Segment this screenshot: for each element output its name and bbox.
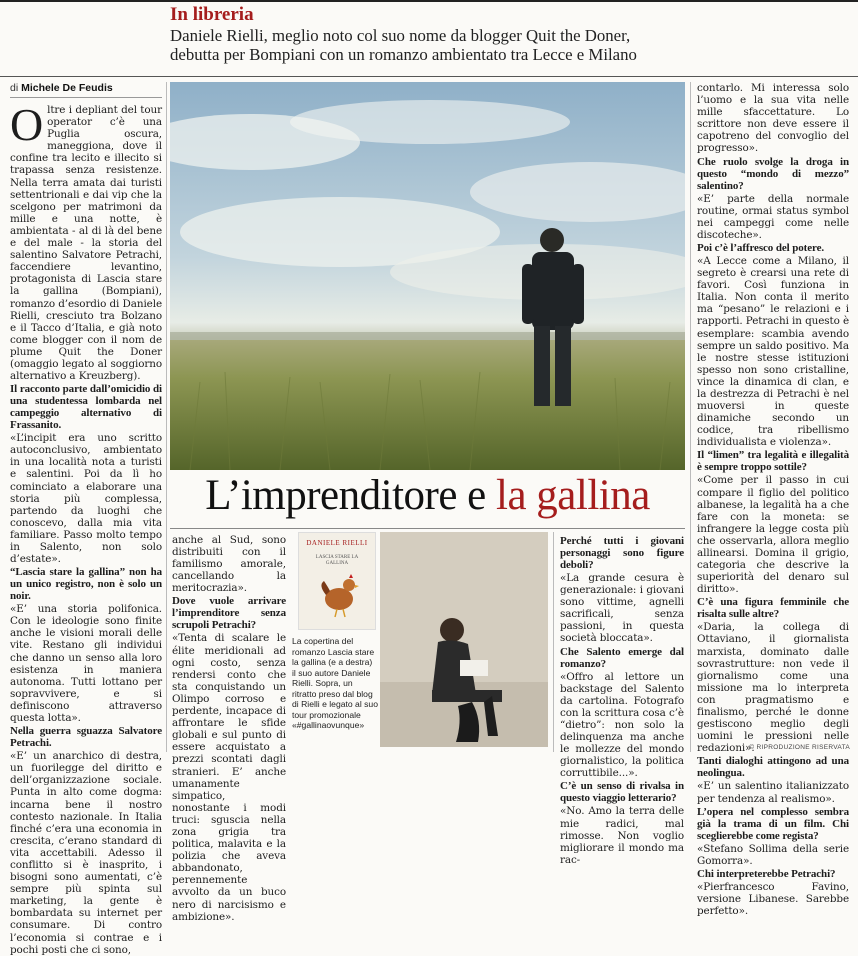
column-divider — [553, 532, 554, 752]
question: Che Salento emerge dal romanzo? — [560, 645, 684, 670]
answer: «Daria, la collega di Ottaviano, il giornalista marxista, dominato dalle sovrastrutture: non vede il giornalismo come una missione ma lo interpreta con pragmatismo e finalismo, perché le donne gestiscono meglio degli uomini le pressioni nelle redazioni». — [697, 621, 849, 755]
question: “Lascia stare la gallina” non ha un unico registro, non è solo un noir. — [10, 566, 162, 603]
column-2 — [172, 534, 286, 923]
byline — [10, 82, 113, 94]
column-divider — [166, 82, 167, 752]
answer: «No. Amo la terra delle mie radici, mal rimosse. Non voglio migliorare il mondo ma rac- — [560, 805, 684, 866]
question: L’opera nel complesso sembra già la trama di un film. Chi sceglierebbe come regista? — [697, 805, 849, 842]
question: Il racconto parte dall’omicidio di una studentessa lombarda nel campeggio alternativo di Frassanito. — [10, 383, 162, 432]
headline-rule — [170, 528, 685, 529]
photo-caption: La copertina del romanzo Lascia stare la gallina (e a destra) il suo autore Daniele Rielli. Sopra, un ritratto preso dal blog di Rielli e legato al suo tour promozionale «#gallinaovunque» — [292, 636, 378, 730]
subtitle: Daniele Rielli, meglio noto col suo nome da blogger Quit the Doner, debutta per Bompiani con un romanzo ambientato tra Lecce e Milano — [170, 26, 637, 64]
book-author: DANIELE RIELLI — [306, 539, 368, 547]
question: C’è una figura femminile che risalta sulle altre? — [697, 596, 849, 621]
answer: «Offro al lettore un backstage del Salento da cartolina. Fotografo con la scrittura cosa c’è “dietro”: non solo la delinquenza ma anche le mollezze del mondo giornalistico, la politica corruttibile...». — [560, 670, 684, 780]
question: Perché tutti i giovani personaggi sono figure deboli? — [560, 535, 684, 571]
drop-cap: O — [10, 99, 44, 150]
question: Poi c’è l’affresco del potere. — [697, 241, 825, 254]
answer: «E’ una storia polifonica. Con le ideologie sono finite anche le visioni morali delle vite. Restano gli individui che danno un senso alla loro esistenza in maniera autonoma. Tutti lottano per sopravvivere, e si definiscono attraverso questa lotta». — [10, 603, 162, 725]
landscape-illustration — [170, 82, 685, 470]
answer: «La grande cesura è generazionale: i giovani sono vittime, agnelli sacrificali, senza passioni, in questa società bloccata». — [560, 572, 684, 645]
question: Nella guerra sguazza Salvatore Petrachi. — [10, 725, 162, 750]
answer: «E’ un anarchico di destra, un fuorilegge del diritto e dell’organizzazione sociale. Punta in alto come dogma: incarna bene il nostro contesto nazionale. In Italia finché c’era una economia in crescita, c’erano standard di vita accettabili. Adesso il conflitto si è inasprito, i bisogni sono aumentati, c’è sempre più spinta sul marketing, la gente è bombardata su internet per consumare. Di contro l’economia si contrae e i pochi posti che ci sono, — [10, 750, 162, 956]
column-divider — [690, 82, 691, 752]
book-cover — [298, 532, 376, 630]
column-3 — [560, 534, 684, 866]
question: Che ruolo svolge la droga in questo “mondo di mezzo” salentino? — [697, 155, 849, 192]
answer: «Stefano Sollima della serie Gomorra». — [697, 842, 849, 867]
author-portrait — [380, 532, 548, 747]
answer: «Tenta di scalare le élite meridionali ad ogni costo, senza rendersi conto che sta conquistando un Olimpo corroso e perdente, incapace di affrontare le sfide globali e sul punto di essere acquistato a prezzi scontati dagli stranieri. E’ anche umanamente simpatico, nonostante i modi truci: sguscia nella zona grigia tra politica, malavita e la polizia che aveva abbandonato, perennemente avvolto da un buco nero di narcisismo e ambizione». — [172, 632, 286, 923]
headline-part-2: la gallina — [496, 472, 650, 519]
landscape-photo — [170, 82, 685, 470]
byline-rule — [10, 97, 162, 98]
portrait-illustration — [380, 532, 548, 747]
header-rule — [0, 76, 858, 77]
question: Tanti dialoghi attingono ad una neolingua. — [697, 755, 849, 780]
answer: contarlo. Mi interessa solo l’uomo e la sua vita nelle mille sfaccettature. Lo scrittore non deve essere il capotreno del convoglio del progresso». — [697, 82, 849, 155]
book-title: LASCIA STARE LA GALLINA — [315, 555, 359, 566]
copyright-notice: © RIPRODUZIONE RISERVATA — [749, 744, 850, 751]
answer: «L’incipit era uno scritto autoconclusivo, ambientato in una località nota a turisti e salentini. Poi da lì ho cominciato a elaborare una storia più complessa, partendo da luoghi che conoscevo, dalla mia vita familiare. Passo molto tempo in Salento, non solo d’estate». — [10, 432, 162, 566]
byline-prefix: di — [10, 82, 19, 94]
question: Dove vuole arrivare l’imprenditore senza scrupoli Petrachi? — [172, 595, 286, 632]
book-cover-area — [290, 532, 380, 747]
answer: «E’ un salentino italianizzato per tendenza al realismo». — [697, 780, 849, 805]
question: Il “limen” tra legalità e illegalità è sempre troppo sottile? — [697, 449, 849, 474]
hen-icon — [299, 533, 375, 629]
top-rule — [0, 0, 858, 2]
answer: «A Lecce come a Milano, il segreto è crearsi una rete di favori. Così funziona in Italia. Non conta il merito ma “pesano” le relazioni e i rapporti. Petrachi in questo è esemplare: scambia avendo sempre un saldo positivo. Ma le nostre stesse istituzioni spesso non sono cristalline, vince la dinamica di clan, e la destrezza di Petrachi è nel muoversi in queste dinamiche secondo un codice, tra ribellismo individualista e violenza». — [697, 254, 849, 449]
column-1 — [10, 99, 162, 956]
answer: «Pierfrancesco Favino, versione Libanese. Sarebbe perfetto». — [697, 880, 849, 917]
intro-paragraph: Oltre i depliant del tour operator c’è una Puglia oscura, maneggiona, dove il confine tra lecito e illecito si trapassa senza resistenze. Nella terra amata dai turisti settentrionali e dai vip che la scelgono per matrimoni da mille e una notte, è ambientata - al di là del bene e del male - la storia del salentino Salvatore Petrachi, faccendiere levantino, protagonista di Lascia stare la gallina (Bompiani), romanzo d’esordio di Daniele Rielli, cresciuto tra Bolzano e il Tacco d’Italia, e già noto come blogger con il nom de plume Quit the Doner (omaggio legato al soggiorno alternativo a Kreuzberg). — [10, 99, 162, 383]
answer: «E’ parte della normale routine, ormai status symbol nei campeggi come nelle discoteche». — [697, 192, 849, 241]
answer: «Come per il passo in cui compare il figlio del politico albanese, la legalità ha a che fare con la moneta: se infrangere la legge costa più che osservarla, allora meglio allinearsi. Domina il grigio, categoria che descrive la superiorità del denaro sul diritto». — [697, 474, 849, 596]
kicker: In libreria — [170, 4, 254, 25]
question: Chi interpreterebbe Petrachi? — [697, 867, 836, 880]
answer: anche al Sud, sono distribuiti con il familismo amorale, cancellando la meritocrazia». — [172, 534, 286, 595]
byline-author: Michele De Feudis — [21, 82, 113, 94]
question: C’è un senso di rivalsa in questo viaggio letterario? — [560, 780, 684, 805]
headline — [170, 472, 685, 520]
column-4 — [697, 82, 849, 917]
headline-part-1: L’imprenditore e — [205, 472, 497, 519]
